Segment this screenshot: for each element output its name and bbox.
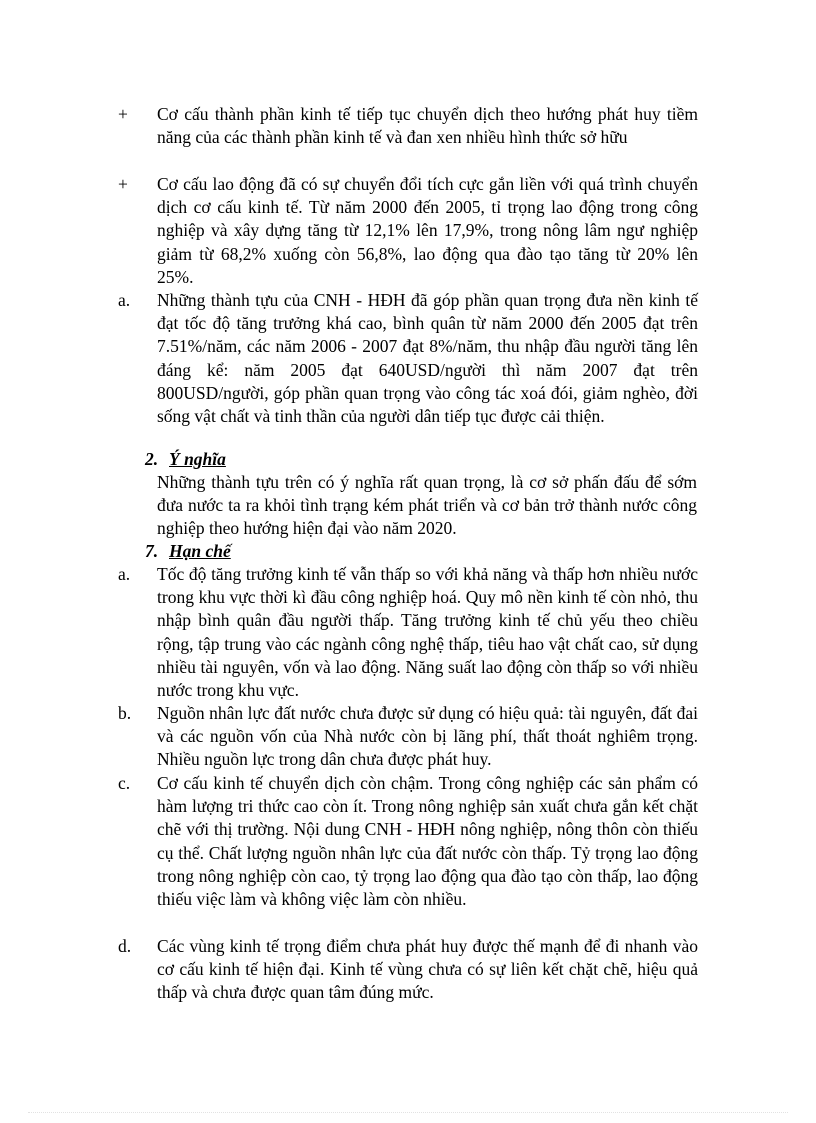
list-item [118,103,698,149]
list-item [118,173,698,289]
section-number: 2. [145,449,159,469]
list-item-text: Cơ cấu thành phần kinh tế tiếp tục chuyển dịch theo hướng phát huy tiềm năng của các thành phần kinh tế và đan xen nhiều hình thức sở hữu [157,104,698,148]
section-heading-meaning [145,448,226,471]
list-marker: a. [118,290,131,310]
list-marker: b. [118,703,132,723]
list-marker: c. [118,773,131,793]
section-number: 7. [145,541,159,561]
list-item [118,772,698,911]
page-bottom-rule [28,1112,788,1113]
list-item-text: Cơ cấu kinh tế chuyển dịch còn chậm. Trong công nghiệp các sản phẩm có hàm lượng tri thức cao còn ít. Trong nông nghiệp sản xuất chưa gắn kết chặt chẽ với thị trường. Nội dung CNH - HĐH nông nghiệp, nông thôn còn thiếu cụ thể. Chất lượng nguồn nhân lực của đất nước còn thấp. Tỷ trọng lao động trong nông nghiệp còn cao, tỷ trọng lao động qua đào tạo còn thấp, lao động thiếu việc làm và không việc làm còn nhiều. [157,773,698,910]
section-heading-limits [145,540,231,563]
list-item [118,702,698,772]
list-marker: + [118,174,128,194]
list-marker: d. [118,936,132,956]
list-item-text: Các vùng kinh tế trọng điểm chưa phát huy được thế mạnh để đi nhanh vào cơ cấu kinh tế hiện đại. Kinh tế vùng chưa có sự liên kết chặt chẽ, hiệu quả thấp và chưa được quan tâm đúng mức. [157,936,698,1003]
list-item [118,289,698,428]
list-marker: a. [118,564,131,584]
section-paragraph: Những thành tựu trên có ý nghĩa rất quan trọng, là cơ sở phấn đấu để sớm đưa nước ta ra khỏi tình trạng kém phát triển và cơ bản trở thành nước công nghiệp theo hướng hiện đại vào năm 2020. [157,472,697,539]
section-title: Ý nghĩa [169,449,226,469]
list-item [118,935,698,1005]
list-item [118,563,698,702]
list-item-text: Tốc độ tăng trưởng kinh tế vẫn thấp so với khả năng và thấp hơn nhiều nước trong khu vực thời kì đầu công nghiệp hoá. Quy mô nền kinh tế còn nhỏ, thu nhập bình quân đầu người thấp. Tăng trưởng kinh tế chủ yếu theo chiều rộng, tập trung vào các ngành công nghệ thấp, tiêu hao vật chất cao, sử dụng nhiều tài nguyên, vốn và lao động. Năng suất lao động còn thấp so với nhiều nước trong khu vực. [157,564,698,701]
list-item-text: Nguồn nhân lực đất nước chưa được sử dụng có hiệu quả: tài nguyên, đất đai và các nguồn vốn của Nhà nước còn bị lãng phí, thất thoát nghiêm trọng. Nhiều nguồn lực trong dân chưa được phát huy. [157,703,698,770]
list-item-text: Những thành tựu của CNH - HĐH đã góp phần quan trọng đưa nền kinh tế đạt tốc độ tăng trưởng khá cao, bình quân từ năm 2000 đến 2005 đạt trên 7.51%/năm, các năm 2006 - 2007 đạt 8%/năm, thu nhập đầu người tăng lên đáng kể: năm 2005 đạt 640USD/người thì năm 2007 đạt trên 800USD/người, góp phần quan trọng vào công tác xoá đói, giảm nghèo, đời sống vật chất và tinh thần của người dân tiếp tục được cải thiện. [157,290,698,427]
section-title: Hạn chế [169,541,231,561]
list-marker: + [118,104,128,124]
list-item-text: Cơ cấu lao động đã có sự chuyển đổi tích cực gắn liền với quá trình chuyển dịch cơ cấu kinh tế. Từ năm 2000 đến 2005, tỉ trọng lao động trong công nghiệp và xây dựng tăng từ 12,1% lên 17,9%, trong nông lâm ngư nghiệp giảm từ 68,2% xuống còn 56,8%, lao động qua đào tạo tăng từ 20% lên 25%. [157,174,698,287]
